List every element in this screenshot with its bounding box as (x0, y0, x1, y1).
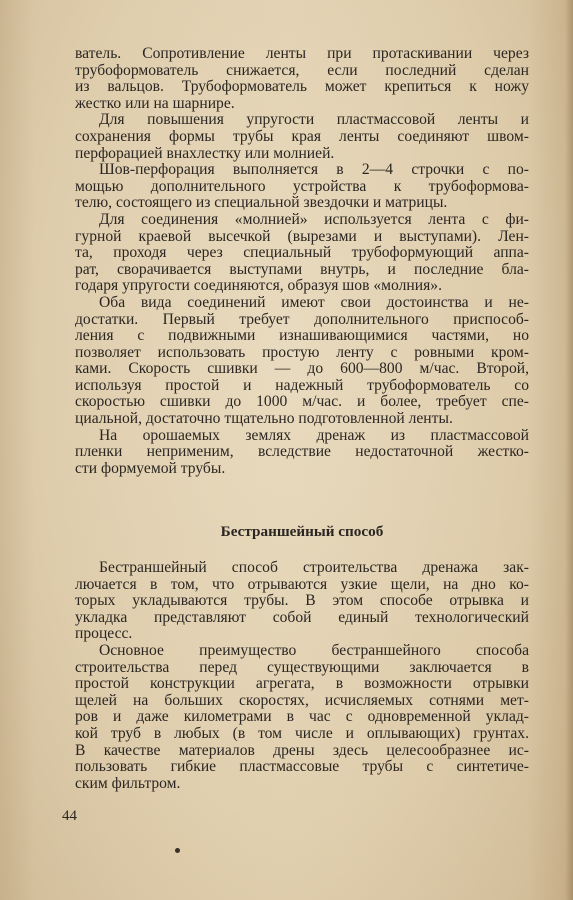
text-line: из вальцов. Трубоформователь может крепиться к ножу (75, 78, 529, 96)
text-line: Бестраншейный способ строительства дренажа зак- (99, 559, 529, 576)
text-line: та, проходя через специальный трубоформующий аппа- (75, 244, 529, 262)
page-number: 44 (62, 808, 77, 824)
text-line: сти формуемой трубы. (75, 459, 226, 477)
text-line: скоростью сшивки до 1000 м/час. и более, требует спе- (75, 393, 529, 411)
section-heading: Бестраншейный способ (220, 523, 384, 540)
text-line: В качестве материалов дрены здесь целесообразнее ис- (75, 741, 529, 759)
text-line: используя простой и надежный трубоформователь со (75, 376, 529, 394)
text-line: мощью дополнительного устройства к трубоформова- (75, 177, 529, 195)
text-line: лючается в том, что отрываются узкие щели, на дно ко- (75, 575, 529, 593)
text-block-bottom (75, 524, 529, 792)
text-line: гурной краевой высечкой (вырезами и выступами). Лен- (75, 227, 529, 245)
section-body (75, 560, 529, 792)
text-line: кой труб в любых (в том числе и оплывающих) грунтах. (75, 724, 529, 742)
text-line: ками. Скорость сшивки — до 600—800 м/час. Второй, (75, 360, 529, 378)
text-line: Шов-перфорация выполняется в 2—4 строчки с по- (99, 161, 529, 179)
text-line: сохранения формы трубы края ленты соединяют швом- (75, 127, 529, 145)
text-line: строительства перед существующими заключается в (75, 658, 529, 676)
text-line: годаря упругости соединяются, образуя шов «молния». (75, 277, 442, 295)
text-line: Для повышения упругости пластмассовой ленты и (99, 111, 529, 129)
text-line: ским фильтром. (75, 774, 181, 792)
ink-speck (175, 848, 180, 853)
text-line: Оба вида соединений имеют свои достоинства и не- (99, 293, 529, 311)
text-line: достатки. Первый требует дополнительного приспособ- (75, 310, 529, 328)
text-line: рат, сворачивается выступами внутрь, и последние бла- (75, 260, 529, 278)
text-line: перфорацией внахлестку или молнией. (75, 144, 335, 162)
text-line: телю, состоящего из специальной звездочки и матрицы. (75, 194, 448, 212)
text-line: пленки неприменим, вследствие недостаточной жестко- (75, 443, 529, 461)
text-line: циальной, достаточно тщательно подготовленной ленты. (75, 410, 453, 428)
text-line: трубоформователь снижается, если последний сделан (75, 61, 529, 79)
text-line: пользовать гибкие пластмассовые трубы с синтетиче- (75, 758, 529, 776)
text-line: позволяет использовать простую ленту с ровными кром- (75, 343, 529, 361)
text-line: процесс. (75, 625, 133, 643)
text-line: ления с подвижными изнашивающимися частями, но (75, 327, 529, 345)
text-line: щелей на больших скоростях, исчисляемых сотнями мет- (75, 691, 529, 709)
text-line: Для соединения «молнией» используется лента с фи- (99, 210, 529, 228)
text-line: жестко или на шарнире. (75, 94, 235, 112)
text-line: ров и даже километрами в час с одновременной уклад- (75, 708, 529, 726)
text-block-top (75, 46, 529, 477)
text-line: Основное преимущество бестраншейного способа (99, 641, 529, 659)
text-line: укладка представляют собой единый технологический (75, 608, 529, 626)
text-line: торых укладываются трубы. В этом способе отрывка и (75, 592, 529, 610)
text-line: ватель. Сопротивление ленты при протаскивании через (75, 45, 529, 62)
text-line: На орошаемых землях дренаж из пластмассовой (99, 426, 529, 444)
text-line: простой конструкции агрегата, в возможности отрывки (75, 675, 529, 693)
